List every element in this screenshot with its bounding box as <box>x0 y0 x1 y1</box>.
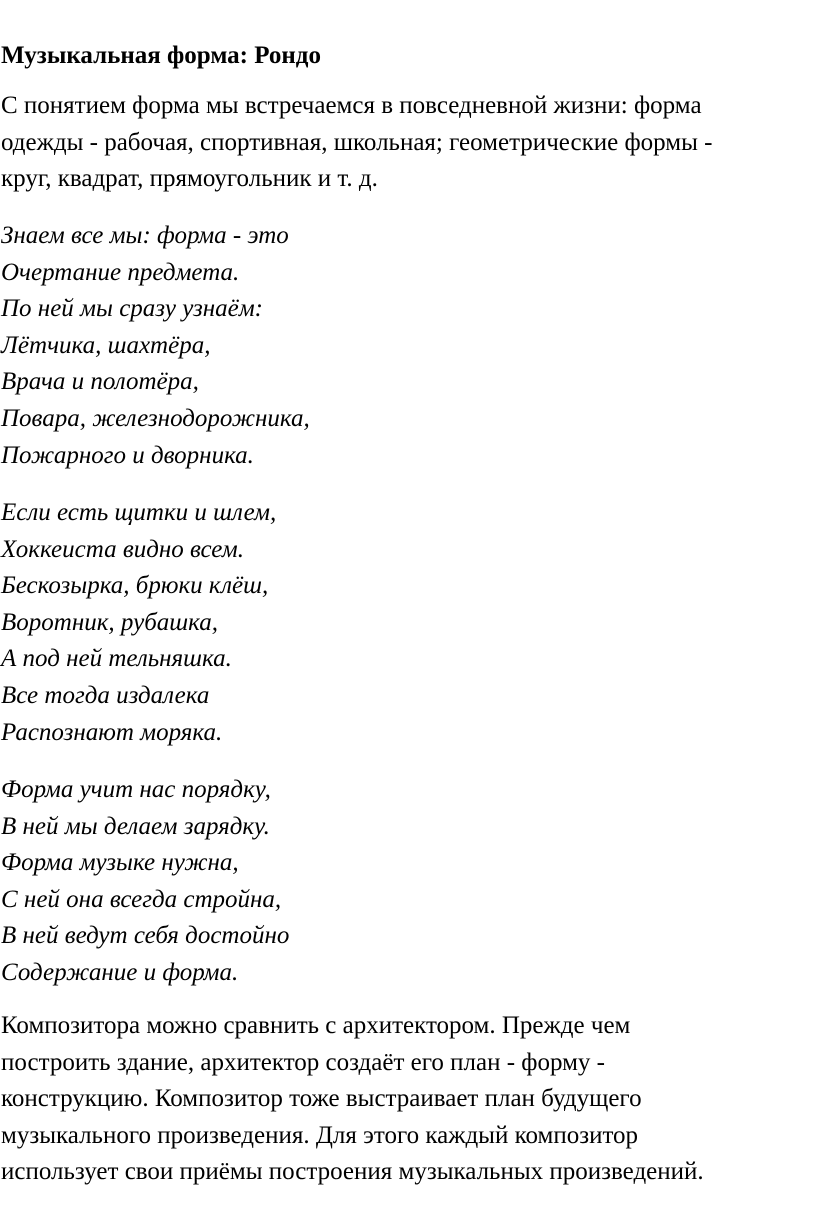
poem-line: Знаем все мы: форма - это <box>1 222 289 249</box>
intro-line: круг, квадрат, прямоугольник и т. д. <box>1 165 378 192</box>
poem-line: Очертание предмета. <box>1 258 240 286</box>
poem-stanza-1 <box>1 218 310 474</box>
outro-line: Композитора можно сравнить с архитектором. Прежде чем <box>1 1012 631 1039</box>
outro-line: музыкального произведения. Для этого каждый композитор <box>1 1121 639 1149</box>
poem-line: Врача и полотёра, <box>1 368 199 396</box>
poem-stanza-2 <box>1 495 276 751</box>
poem-line: Хоккеиста видно всем. <box>1 535 244 563</box>
poem-line: По ней мы сразу узнаём: <box>1 295 264 323</box>
poem-stanza-3 <box>1 772 289 992</box>
outro-line: построить здание, архитектор создаёт его план - форму - <box>1 1048 605 1076</box>
poem-line: Воротник, рубашка, <box>1 608 218 636</box>
poem-line: Если есть щитки и шлем, <box>1 499 277 526</box>
poem-line: С ней она всегда стройна, <box>1 885 282 913</box>
poem-line: А под ней тельняшка. <box>1 645 232 673</box>
poem-line: Все тогда издалека <box>1 681 210 709</box>
intro-line: одежды - рабочая, спортивная, школьная; геометрические формы - <box>1 128 713 156</box>
poem-line: Бескозырка, брюки клёш, <box>1 572 269 600</box>
poem-line: В ней мы делаем зарядку. <box>1 812 270 840</box>
intro-line: С понятием форма мы встречаемся в повседневной жизни: форма <box>1 92 702 119</box>
outro-line: использует свои приёмы построения музыкальных произведений. <box>1 1158 704 1185</box>
document-title: Музыкальная форма: Рондо <box>1 42 321 69</box>
poem-line: В ней ведут себя достойно <box>1 922 290 950</box>
outro-line: конструкцию. Композитор тоже выстраивает план будущего <box>1 1085 642 1112</box>
poem-line: Пожарного и дворника. <box>1 441 254 469</box>
intro-paragraph <box>1 88 813 198</box>
poem-line: Форма музыке нужна, <box>1 849 239 877</box>
poem-line: Распознают моряка. <box>1 718 223 746</box>
outro-paragraph <box>1 1008 813 1191</box>
poem-line: Лётчика, шахтёра, <box>1 331 211 359</box>
poem-line: Повара, железнодорожника, <box>1 404 310 432</box>
poem-line: Содержание и форма. <box>1 958 239 986</box>
poem-line: Форма учит нас порядку, <box>1 776 271 803</box>
